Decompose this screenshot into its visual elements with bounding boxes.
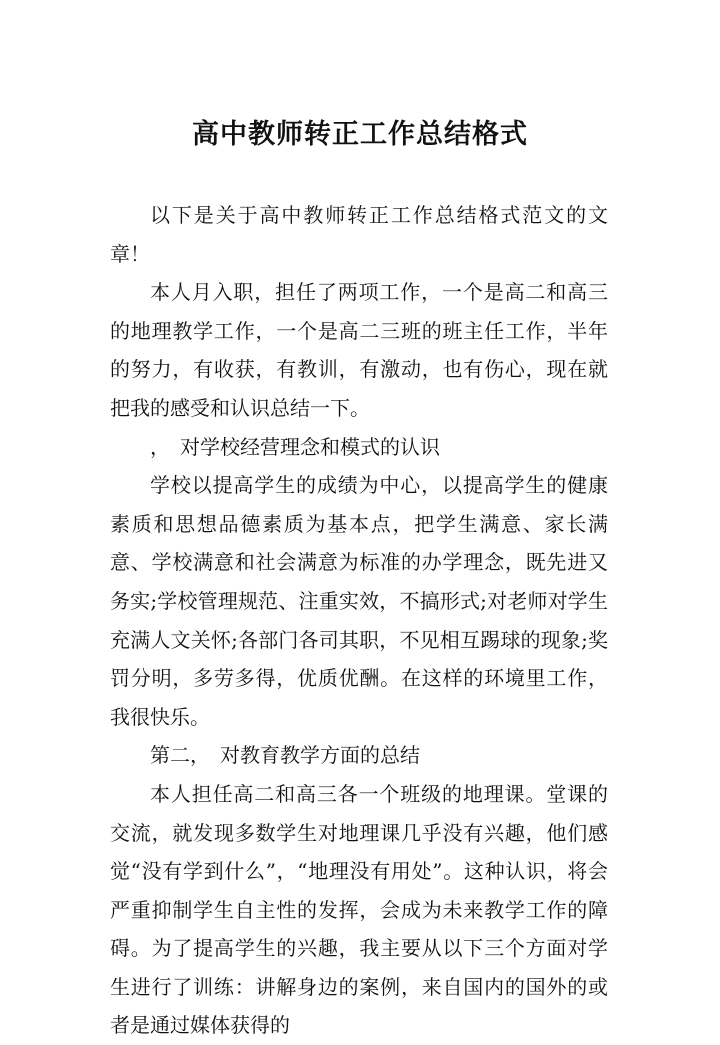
section-heading-school-philosophy: ， 对学校经营理念和模式的认识: [150, 434, 440, 459]
paragraph-teaching: 本人担任高二和高三各一个班级的地理课。堂课的交流，就发现多数学生对地理课几乎没有兴趣，他们感觉“没有学到什么”，“地理没有用处”。这种认识，将会严重抑制学生自主性的发挥，会成为未来教学工作的障碍。为了提高学生的兴趣，我主要从以下三个方面对学生进行了训练：讲解身边的案例，来自国内的国外的或者是通过媒体获得的: [110, 781, 608, 1038]
paragraph-school-philosophy: 学校以提高学生的成绩为中心，以提高学生的健康素质和思想品德素质为基本点，把学生满意、家长满意、学校满意和社会满意为标准的办学理念，既先进又务实;学校管理规范、注重实效，不搞形式;对老师对学生充满人文关怀;各部门各司其职，不见相互踢球的现象;奖罚分明，多劳多得，优质优酬。在这样的环境里工作，我很快乐。: [110, 473, 608, 729]
paragraph-employment: 本人月入职，担任了两项工作，一个是高二和高三的地理教学工作，一个是高二三班的班主任工作，半年的努力，有收获，有教训，有激动，也有伤心，现在就把我的感受和认识总结一下。: [110, 280, 608, 420]
document-title: 高中教师转正工作总结格式: [192, 119, 528, 150]
document-body: [110, 196, 608, 1045]
section-heading-teaching: 第二， 对教育教学方面的总结: [150, 743, 420, 768]
intro-paragraph: 以下是关于高中教师转正工作总结格式范文的文章！: [110, 203, 608, 266]
